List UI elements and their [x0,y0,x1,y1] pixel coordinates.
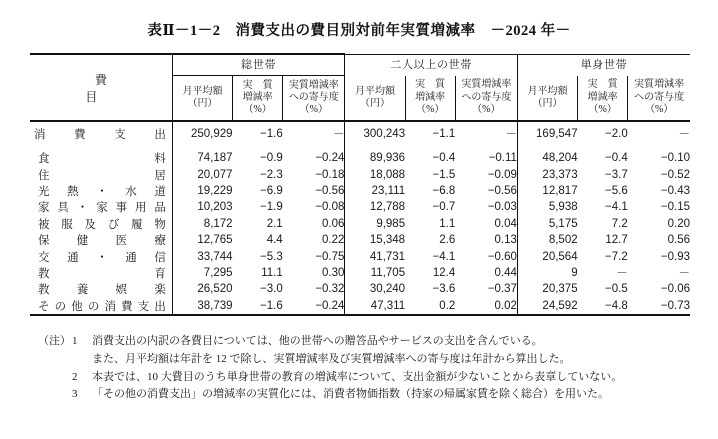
note-number: 3 [72,388,78,401]
table-row [30,121,690,145]
notes-label: （注） [38,334,71,347]
table-cell: −0.52 [660,168,690,181]
table-cell: 41,731 [345,248,405,264]
table-head [30,54,690,121]
row-label-text: その他の消費支出 [38,300,166,313]
table-row [30,166,690,182]
table-cell: −5.6 [605,184,628,197]
table-cell: 0.56 [667,234,690,247]
table-cell: 250,929 [172,121,232,145]
table-cell: −0.60 [487,250,517,263]
table-cell: −1.6 [233,121,283,145]
note-item [38,386,718,404]
note-text: 本表では、10 大費目のうち単身世帯の教育の増減率について、支出金額が少ないことから表章していない。 [92,370,623,383]
table-cell: 0.04 [494,217,517,230]
table-cell: 169,547 [517,121,577,145]
table-cell: 47,311 [345,298,405,315]
row-label [30,121,172,145]
table-cell: −0.37 [487,283,517,296]
table-cell: −6.8 [432,184,456,197]
table-cell: 0.30 [322,266,345,279]
row-label [30,265,172,281]
table-cell: 11,705 [345,265,405,281]
table-cell: 0.06 [322,217,345,230]
table-cell: 0.22 [322,234,345,247]
table-row [30,199,690,215]
table-cell: −0.93 [660,250,690,263]
row-label [30,145,172,166]
table-cell: −0.5 [605,283,628,296]
row-label-text: 教育 [38,267,166,280]
table-cell: 89,936 [345,145,405,166]
table-cell: −1.6 [233,298,283,315]
header-group-single: 単身世帯 [517,54,690,76]
table-cell: 20,564 [517,248,577,264]
subheader-avg-3: 月平均額 （円） [517,76,577,122]
table-cell: 30,240 [345,281,405,297]
note-item [38,333,718,351]
table-cell: 74,187 [172,145,232,166]
table-cell: −0.18 [315,168,345,181]
table-cell: −1.9 [260,201,283,214]
table-cell: 4.4 [266,234,283,247]
row-label-text: 交通・通信 [38,251,166,264]
table-cell: － [283,121,345,145]
page-title: 表Ⅱ－1－2 消費支出の費目別対前年実質増減率 －2024 年－ [147,23,571,39]
note-text-continued: また、月平均額は年計を 12 で除し、実質増減率及び実質増減率への寄与度は年計から算出した。 [92,352,571,365]
table-cell: −7.2 [605,250,628,263]
table-cell: −0.56 [315,184,345,197]
table-cell: −2.0 [578,121,628,145]
table-cell: 0.02 [455,298,517,315]
table-cell: −0.24 [315,152,345,165]
header-item-label: 費 目 [85,72,189,104]
subheader-rate-1: 実 質 増減率 （%） [233,76,283,122]
table-cell: 12.4 [432,266,456,279]
table-cell: −2.3 [260,168,283,181]
table-cell: 7,295 [172,265,232,281]
table-cell: −0.7 [432,201,456,214]
table-cell: −0.06 [660,283,690,296]
header-group-two-or-more: 二人以上の世帯 [345,54,518,76]
row-label-text: 保健医療 [38,235,166,248]
table-cell: 33,744 [172,248,232,264]
table-body [30,121,690,315]
table-cell: － [678,267,690,280]
table-cell: 38,739 [172,298,232,315]
table-cell: −0.09 [487,168,517,181]
row-label-text: 食料 [38,153,166,166]
table-cell: 12,788 [345,199,405,215]
table-cell: 0.20 [667,217,690,230]
note-number: 2 [72,370,78,383]
table-cell: 20,375 [517,281,577,297]
note-text: 「その他の消費支出」の増減率の実質化には、消費者物価指数（持家の帰属家賃を除く総合）を用いた。 [92,388,609,401]
row-label-text: 家具・家事用品 [38,202,166,215]
table-cell: −0.4 [605,152,628,165]
note-number: 1 [72,334,78,347]
subheader-contrib-3: 実質増減率 への寄与度 （%） [628,76,690,122]
table-cell: −0.75 [315,250,345,263]
row-label [30,183,172,199]
table-cell: −1.5 [432,168,456,181]
table-cell: 8,172 [172,216,232,232]
table-cell: −0.11 [488,152,517,165]
table-cell: 0.2 [405,298,455,315]
table-cell: － [628,121,690,145]
table-cell: −0.43 [660,184,690,197]
notes-section [0,333,718,404]
subheader-rate-2: 実 質 増減率 （%） [405,76,455,122]
table-cell: −0.10 [660,152,690,165]
table-cell: 7.2 [611,217,628,230]
row-label-text: 被服及び履物 [38,218,166,231]
table-cell: −0.08 [315,201,345,214]
table-cell: 11.1 [261,266,283,279]
subheader-contrib-2: 実質増減率 への寄与度 （%） [455,76,517,122]
table-cell: 12,765 [172,232,232,248]
table-container [30,53,690,316]
row-label [30,166,172,182]
table-row [30,298,690,315]
table-cell: 8,502 [517,232,577,248]
row-label [30,281,172,297]
table-cell: 0.44 [494,266,517,279]
table-cell: － [455,121,517,145]
table-cell: −0.24 [283,298,345,315]
header-item-column [30,54,189,121]
table-cell: −5.3 [260,250,283,263]
table-cell: 20,077 [172,166,232,182]
row-label [30,199,172,215]
subheader-contrib-1: 実質増減率 への寄与度 （%） [283,76,345,122]
subheader-avg-1: 月平均額 （円） [172,76,232,122]
table-cell: 5,938 [517,199,577,215]
table-cell: 9,985 [345,216,405,232]
row-label [30,216,172,232]
table-cell: −4.8 [578,298,628,315]
table-cell: −3.6 [432,283,456,296]
table-cell: 1.1 [439,217,456,230]
subheader-rate-3: 実 質 増減率 （%） [578,76,628,122]
row-label [30,298,172,315]
table-row [30,145,690,166]
row-label [30,232,172,248]
table-cell: 2.1 [266,217,283,230]
table-row [30,248,690,264]
note-item [38,369,718,387]
table-row [30,265,690,281]
row-label-text: 住居 [38,169,166,182]
row-label-text: 消費支出 [34,128,166,141]
table-cell: −0.15 [660,201,690,214]
row-label-text: 教養娯楽 [38,284,166,297]
table-cell: 19,229 [172,183,232,199]
table-cell: −3.0 [260,283,283,296]
table-cell: 10,203 [172,199,232,215]
table-cell: － [616,267,628,280]
table-cell: 23,373 [517,166,577,182]
table-cell: −0.73 [628,298,690,315]
table-cell: 0.13 [494,234,517,247]
table-cell: −4.1 [605,201,628,214]
table-cell: −4.1 [432,250,456,263]
table-cell: −0.56 [487,184,517,197]
table-cell: −0.32 [315,283,345,296]
table-row [30,216,690,232]
table-cell: 24,592 [517,298,577,315]
consumption-expenditure-table [30,53,690,316]
header-group-all-households: 総世帯 [172,54,345,76]
table-cell: 2.6 [439,234,456,247]
table-cell: 48,204 [517,145,577,166]
table-cell: 23,111 [345,183,405,199]
table-cell: 12.7 [605,234,628,247]
table-cell: 26,520 [172,281,232,297]
table-row [30,232,690,248]
table-cell: −0.9 [260,152,283,165]
table-cell: 15,348 [345,232,405,248]
table-cell: 12,817 [517,183,577,199]
row-label [30,248,172,264]
table-cell: −0.03 [487,201,517,214]
note-text: 消費支出の内訳の各費目については、他の世帯への贈答品やサービスの支出を含んでいる。 [92,334,543,347]
group-header-row [30,54,690,76]
row-label-text: 光熱・水道 [38,185,166,198]
table-row [30,281,690,297]
table-cell: −0.4 [432,152,456,165]
table-row [30,183,690,199]
table-cell: 18,088 [345,166,405,182]
table-cell: 300,243 [345,121,405,145]
table-cell: −3.7 [605,168,628,181]
table-cell: −6.9 [260,184,283,197]
table-cell: 9 [517,265,577,281]
table-cell: 5,175 [517,216,577,232]
subheader-avg-2: 月平均額 （円） [345,76,405,122]
table-cell: −1.1 [405,121,455,145]
